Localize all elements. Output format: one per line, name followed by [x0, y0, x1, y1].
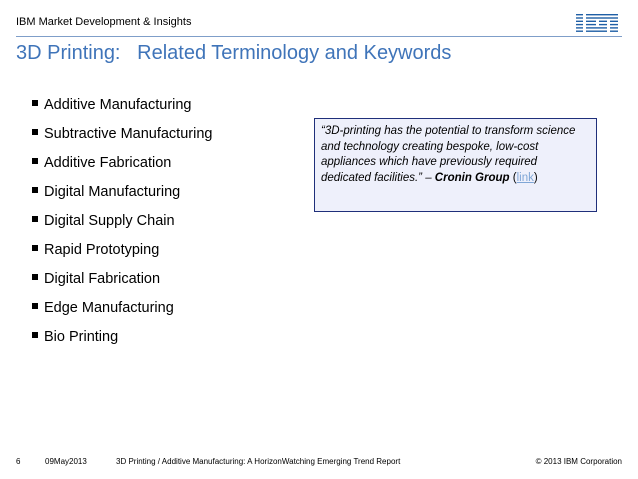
bullet-square-icon — [32, 274, 38, 280]
list-item — [32, 240, 212, 269]
header-label: IBM Market Development & Insights — [16, 16, 192, 28]
bullet-square-icon — [32, 100, 38, 106]
bullet-square-icon — [32, 158, 38, 164]
list-item-text: Subtractive Manufacturing — [44, 126, 213, 142]
list-item — [32, 298, 212, 327]
list-item — [32, 95, 212, 124]
quote-text: “3D-printing has the potential to transform science and technology creating bespoke, low-cost appliances which have previously required dedicated facilities.” – — [321, 125, 576, 184]
quote-source: Cronin Group — [434, 171, 510, 184]
footer-copyright: © 2013 IBM Corporation — [535, 457, 622, 466]
bullet-square-icon — [32, 129, 38, 135]
list-item-text: Digital Fabrication — [44, 271, 161, 287]
bullet-square-icon — [32, 245, 38, 251]
list-item — [32, 327, 212, 356]
list-item-text: Digital Supply Chain — [44, 213, 175, 229]
keyword-list — [32, 95, 212, 356]
page-title: 3D Printing: Related Terminology and Keywords — [16, 42, 452, 64]
list-item — [32, 182, 212, 211]
header-rule — [16, 36, 622, 37]
list-item — [32, 153, 212, 182]
list-item-text: Additive Manufacturing — [44, 97, 192, 113]
list-item-text: Rapid Prototyping — [44, 242, 160, 258]
list-item — [32, 211, 212, 240]
ibm-logo — [576, 14, 618, 32]
footer-report-title: 3D Printing / Additive Manufacturing: A HorizonWatching Emerging Trend Report — [116, 457, 401, 466]
bullet-square-icon — [32, 187, 38, 193]
footer-date: 09May2013 — [45, 457, 87, 466]
list-item — [32, 269, 212, 298]
list-item-text: Bio Printing — [44, 329, 119, 345]
list-item-text: Additive Fabrication — [44, 155, 172, 171]
quote-box — [314, 118, 597, 212]
bullet-square-icon — [32, 332, 38, 338]
link-close-paren: ) — [533, 171, 538, 184]
list-item — [32, 124, 212, 153]
list-item-text: Edge Manufacturing — [44, 300, 174, 316]
source-link[interactable]: link — [516, 171, 534, 184]
bullet-square-icon — [32, 216, 38, 222]
link-open-paren: ( — [509, 171, 517, 184]
bullet-square-icon — [32, 303, 38, 309]
footer-page-number: 6 — [16, 457, 21, 466]
list-item-text: Digital Manufacturing — [44, 184, 181, 200]
